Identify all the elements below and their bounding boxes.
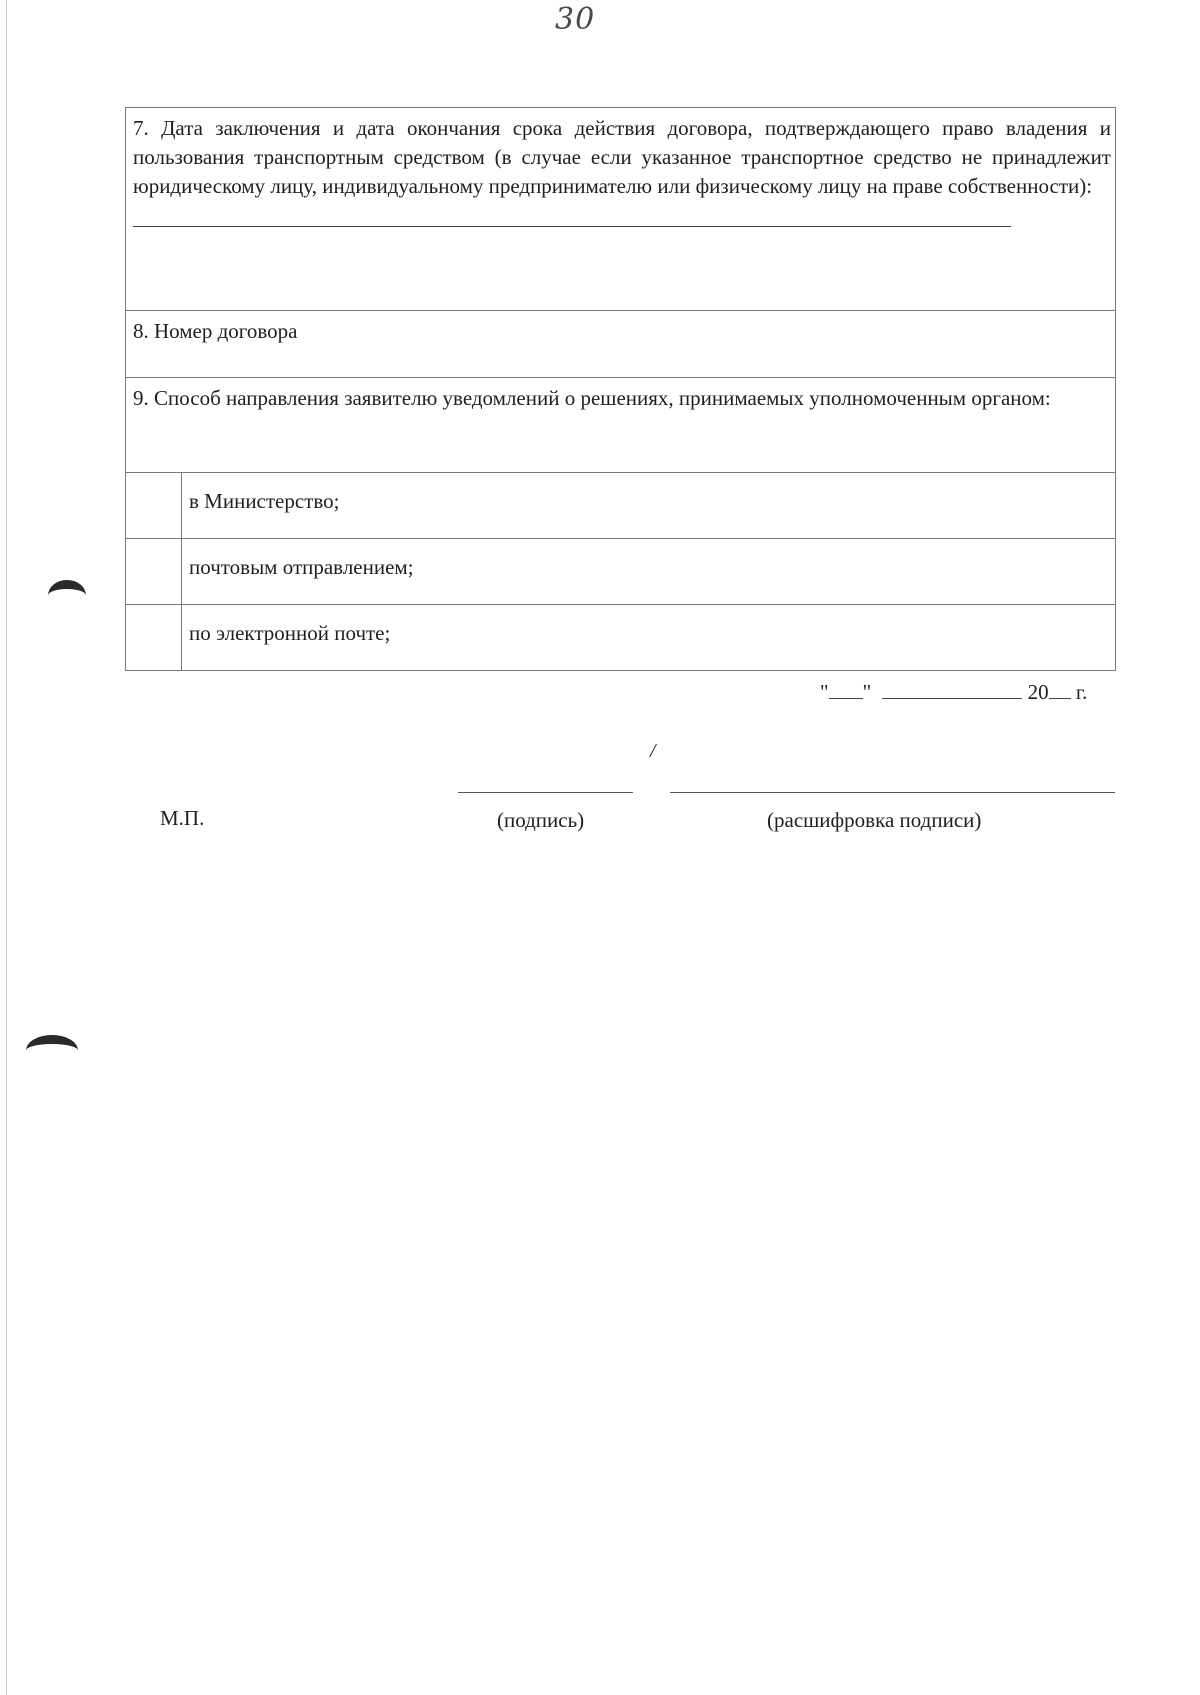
item-8-cell <box>126 311 1116 378</box>
checkbox-post[interactable] <box>126 539 182 605</box>
scan-artifact-mark <box>48 580 86 611</box>
delivery-option-ministry <box>126 473 1116 539</box>
option-email-label: по электронной почте; <box>189 621 391 645</box>
year-prefix: 20 <box>1027 680 1049 704</box>
date-quote-open: " <box>820 680 829 704</box>
item-8-text: 8. Номер договора <box>133 319 298 343</box>
month-blank[interactable] <box>882 698 1022 699</box>
option-post-label: почтовым отправлением; <box>189 555 414 579</box>
checkbox-email[interactable] <box>126 605 182 671</box>
date-line <box>820 680 1087 705</box>
item-9-cell <box>126 378 1116 473</box>
application-form-table <box>125 107 1116 671</box>
page-number: 30 <box>555 2 596 37</box>
option-ministry-label: в Министерство; <box>189 489 340 513</box>
year-suffix: г. <box>1075 680 1088 704</box>
scan-artifact-mark <box>26 1035 78 1066</box>
option-email-cell <box>182 605 1116 671</box>
delivery-option-email <box>126 605 1116 671</box>
form-row-item-8 <box>126 311 1116 378</box>
option-post-cell <box>182 539 1116 605</box>
date-quote-close: " <box>862 680 872 704</box>
signature-caption: (подпись) <box>497 808 585 832</box>
checkbox-ministry[interactable] <box>126 473 182 539</box>
item-7-fill-line <box>133 225 1011 227</box>
item-7-text: 7. Дата заключения и дата окончания срока действия договора, подтверждающего право владения и пользования транспортным средством (в случае если указанное транспортное средство не принадлежит юридическому лицу, индивидуальному предпринимателю или физическому лицу на праве собственности): <box>133 116 1111 198</box>
item-7-cell <box>126 108 1116 311</box>
day-blank[interactable] <box>829 698 863 699</box>
year-blank[interactable] <box>1049 698 1071 699</box>
delivery-option-post <box>126 539 1116 605</box>
form-row-item-9 <box>126 378 1116 473</box>
signature-line[interactable] <box>458 792 633 793</box>
signature-separator: / <box>650 740 656 762</box>
form-row-item-7 <box>126 108 1116 311</box>
option-ministry-cell <box>182 473 1116 539</box>
item-9-text: 9. Способ направления заявителю уведомлений о решениях, принимаемых уполномоченным органом: <box>133 386 1051 410</box>
signature-decode-line[interactable] <box>670 792 1115 793</box>
stamp-placeholder: М.П. <box>160 806 205 830</box>
signature-decode-caption: (расшифровка подписи) <box>767 808 982 832</box>
page-edge <box>6 0 7 1695</box>
